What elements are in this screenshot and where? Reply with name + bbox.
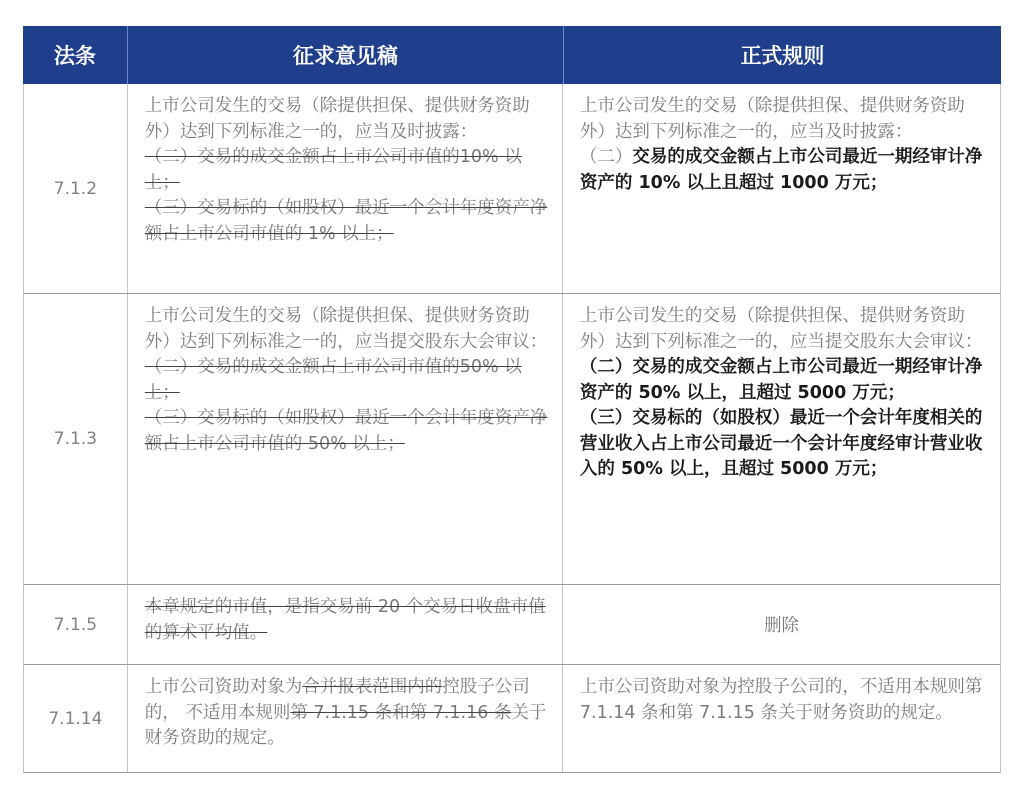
table-row <box>23 294 1001 585</box>
draft-text-part: 关于财务资助的规定。 <box>144 702 547 748</box>
draft-text-part: 控股子公司的， 不适用本规则 <box>144 677 530 723</box>
header-article: 法条 <box>53 44 96 68</box>
table-row <box>23 665 1001 773</box>
draft-intro: 上市公司发生的交易（除提供担保、提供财务资助外）达到下列标准之一的，应当及时披露： <box>144 96 530 142</box>
article-number: 7.1.5 <box>24 585 128 664</box>
draft-deleted-clause: （二）交易的成交金额占上市公司市值的50% 以上； <box>144 357 522 403</box>
table-header <box>23 26 1001 84</box>
draft-deleted-clause: 本章规定的市值，是指交易前 20 个交易日收盘市值的算术平均值。 <box>144 597 546 643</box>
draft-deleted-phrase: 第 7.1.15 条和第 7.1.16 条 <box>290 702 512 723</box>
final-new-clause: （二）交易的成交金额占上市公司最近一期经审计净资产的 50% 以上，且超过 5000 万元； <box>579 357 983 403</box>
article-number: 7.1.3 <box>24 294 128 584</box>
draft-cell <box>128 665 563 772</box>
draft-text-part: 上市公司资助对象为 <box>144 677 303 697</box>
final-clause-text: 交易的成交金额占上市公司最近一期经审计净资产的 10% 以上且超过 1000 万元； <box>579 147 983 193</box>
draft-deleted-phrase: 合并报表范围内的 <box>302 677 443 697</box>
header-final: 正式规则 <box>563 26 1001 84</box>
final-new-clause <box>580 145 988 196</box>
final-intro: 上市公司发生的交易（除提供担保、提供财务资助外）达到下列标准之一的，应当提交股东大会审议： <box>579 306 983 352</box>
table-row <box>23 585 1001 665</box>
final-cell <box>563 294 1000 584</box>
final-intro: 上市公司发生的交易（除提供担保、提供财务资助外）达到下列标准之一的，应当及时披露： <box>579 96 965 142</box>
draft-deleted-clause: （三）交易标的（如股权）最近一个会计年度资产净额占上市公司市值的 50% 以上； <box>144 408 548 454</box>
draft-deleted-clause: （三）交易标的（如股权）最近一个会计年度资产净额占上市公司市值的 1% 以上； <box>144 198 548 244</box>
draft-cell <box>128 84 563 293</box>
final-cell <box>563 665 1000 772</box>
comparison-table <box>23 26 1001 773</box>
final-cell <box>563 84 1000 293</box>
final-deleted-label: 删除 <box>763 616 799 636</box>
draft-cell <box>128 585 563 664</box>
final-clause-prefix: （二） <box>579 147 633 167</box>
article-number: 7.1.14 <box>24 665 128 772</box>
final-cell <box>563 585 1000 664</box>
draft-text <box>145 675 550 752</box>
draft-intro: 上市公司发生的交易（除提供担保、提供财务资助外）达到下列标准之一的，应当提交股东大会审议： <box>144 306 548 352</box>
final-text: 上市公司资助对象为控股子公司的，不适用本规则第 7.1.14 条和第 7.1.15 条关于财务资助的规定。 <box>579 677 983 723</box>
draft-deleted-clause: （二）交易的成交金额占上市公司市值的10% 以上； <box>144 147 522 193</box>
draft-cell <box>128 294 563 584</box>
final-new-clause: （三）交易标的（如股权）最近一个会计年度相关的营业收入占上市公司最近一个会计年度经审计营业收入的 50% 以上，且超过 5000 万元； <box>579 408 983 479</box>
header-draft: 征求意见稿 <box>127 26 563 84</box>
table-row <box>23 84 1001 294</box>
article-number: 7.1.2 <box>24 84 128 293</box>
